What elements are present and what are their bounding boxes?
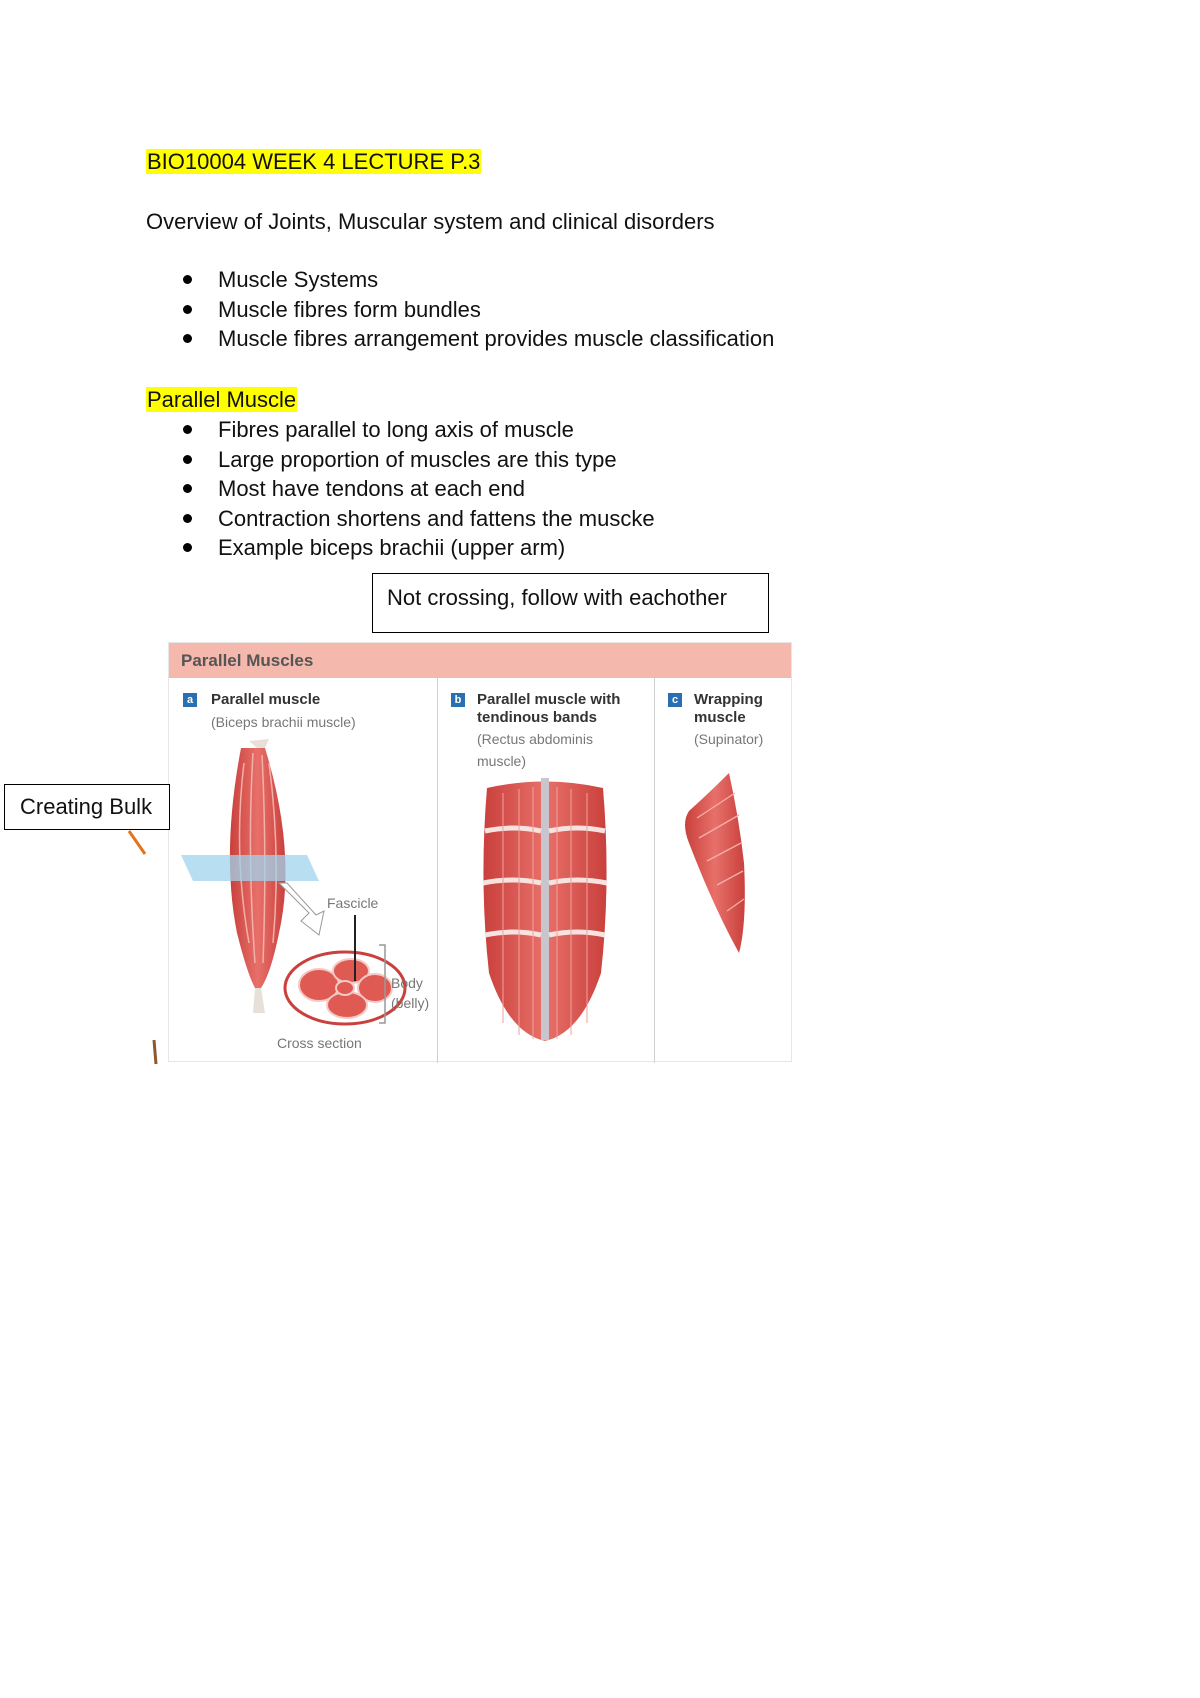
figure-title: Parallel Muscles	[181, 651, 314, 670]
fascicle-label: Fascicle	[327, 895, 379, 911]
callout-left: Creating Bulk	[4, 784, 170, 830]
panel-badge: a	[183, 693, 197, 707]
list-item: Example biceps brachii (upper arm)	[146, 533, 655, 563]
list-item: Muscle fibres arrangement provides muscle classification	[146, 324, 774, 354]
panel-badge: c	[668, 693, 682, 707]
callout-top: Not crossing, follow with eachother	[372, 573, 769, 633]
panel-title: Wrapping muscle	[694, 691, 763, 726]
list-item: Most have tendons at each end	[146, 474, 655, 504]
supinator-drawing	[685, 773, 745, 953]
overview-bullet-list	[146, 265, 774, 354]
annotation-stroke	[125, 828, 150, 858]
doc-title: BIO10004 WEEK 4 LECTURE P.3	[147, 149, 481, 174]
list-item: Muscle Systems	[146, 265, 774, 295]
body-label: Body (belly)	[391, 975, 430, 1011]
doc-subtitle: Overview of Joints, Muscular system and clinical disorders	[146, 209, 715, 234]
parallel-muscles-figure	[168, 642, 792, 1062]
list-item: Large proportion of muscles are this type	[146, 445, 655, 475]
rectus-abdominis-drawing	[483, 778, 607, 1041]
section-heading: Parallel Muscle	[147, 387, 297, 412]
cross-section-drawing	[285, 915, 405, 1024]
panel-subtitle: (Supinator)	[694, 731, 764, 747]
muscle-illustrations	[169, 643, 791, 1063]
cross-section-label: Cross section	[277, 1035, 362, 1051]
panel-title: Parallel muscle	[211, 691, 321, 708]
annotation-stroke	[148, 1038, 160, 1066]
list-item: Fibres parallel to long axis of muscle	[146, 415, 655, 445]
panel-title: Parallel muscle with tendinous bands	[477, 691, 621, 726]
panel-subtitle: (Rectus abdominis muscle)	[477, 731, 593, 769]
list-item: Contraction shortens and fattens the muscke	[146, 504, 655, 534]
panel-subtitle: (Biceps brachii muscle)	[211, 714, 356, 730]
panel-badge: b	[451, 693, 465, 707]
list-item: Muscle fibres form bundles	[146, 295, 774, 325]
parallel-bullet-list	[146, 415, 655, 563]
